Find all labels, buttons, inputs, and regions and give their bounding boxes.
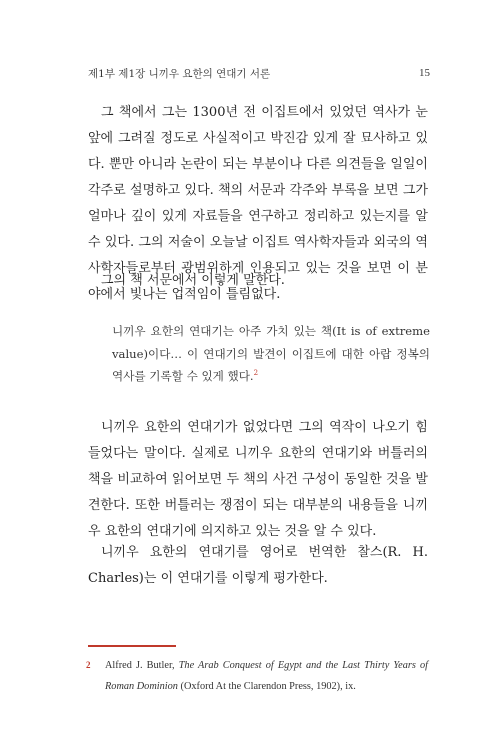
- footnote-author: Alfred J. Butler,: [105, 660, 179, 671]
- body-paragraph-2: 그의 책 서문에서 이렇게 말한다.: [101, 273, 285, 288]
- block-quote: [112, 320, 430, 388]
- body-paragraph-3: 니끼우 요한의 연대기가 없었다면 그의 역작이 나오기 힘들었다는 말이다. 실제로 니끼우 요한의 연대기와 버틀러의 책을 비교하여 읽어보면 두 책의 사건 구성이 동일한 것을 발견한다. 또한 버틀러는 쟁점이 되는 대부분의 내용들을 니끼우 요한의 연대기에 의지하고 있는 것을 알 수 있다.: [88, 420, 428, 539]
- footnote-divider: [88, 645, 176, 647]
- footnote-body: [88, 655, 428, 697]
- footnote-number: 2: [86, 660, 91, 670]
- quote-text: 니끼우 요한의 연대기는 아주 가치 있는 책(It is of extreme value)이다… 이 연대기의 발견이 이집트에 대한 아랍 정복의 역사를 기록할 수 있게 했다.: [112, 324, 430, 383]
- footnote-title: The Arab Conquest of Egypt and the Last Thirty Years of Roman Dominion: [105, 660, 428, 692]
- running-header: [88, 66, 430, 80]
- running-title: 제1부 제1장 니끼우 요한의 연대기 서론: [88, 67, 271, 80]
- body-paragraph-4: 니끼우 요한의 연대기를 영어로 번역한 찰스(R. H. Charles)는 이 연대기를 이렇게 평가한다.: [88, 545, 428, 586]
- footnote-publication: (Oxford At the Clarendon Press, 1902), ix.: [177, 681, 356, 692]
- footnote: [88, 655, 428, 697]
- body-paragraph-1: 그 책에서 그는 1300년 전 이집트에서 있었던 역사가 눈앞에 그려질 정도로 사실적이고 박진감 있게 잘 묘사하고 있다. 뿐만 아니라 논란이 되는 부분이나 다른 의견들을 일일이 각주로 설명하고 있다. 책의 서문과 각주와 부록을 보면 그가 얼마나 깊이 있게 자료들을 연구하고 정리하고 있는지를 알 수 있다. 그의 저술이 오늘날 이집트 역사학자들과 외국의 역사학자들로부터 광범위하게 인용되고 있는 것을 보면 이 분야에서 빛나는 업적임이 틀림없다.: [88, 105, 428, 302]
- footnote-reference[interactable]: 2: [253, 369, 259, 378]
- page-number: 15: [419, 67, 430, 79]
